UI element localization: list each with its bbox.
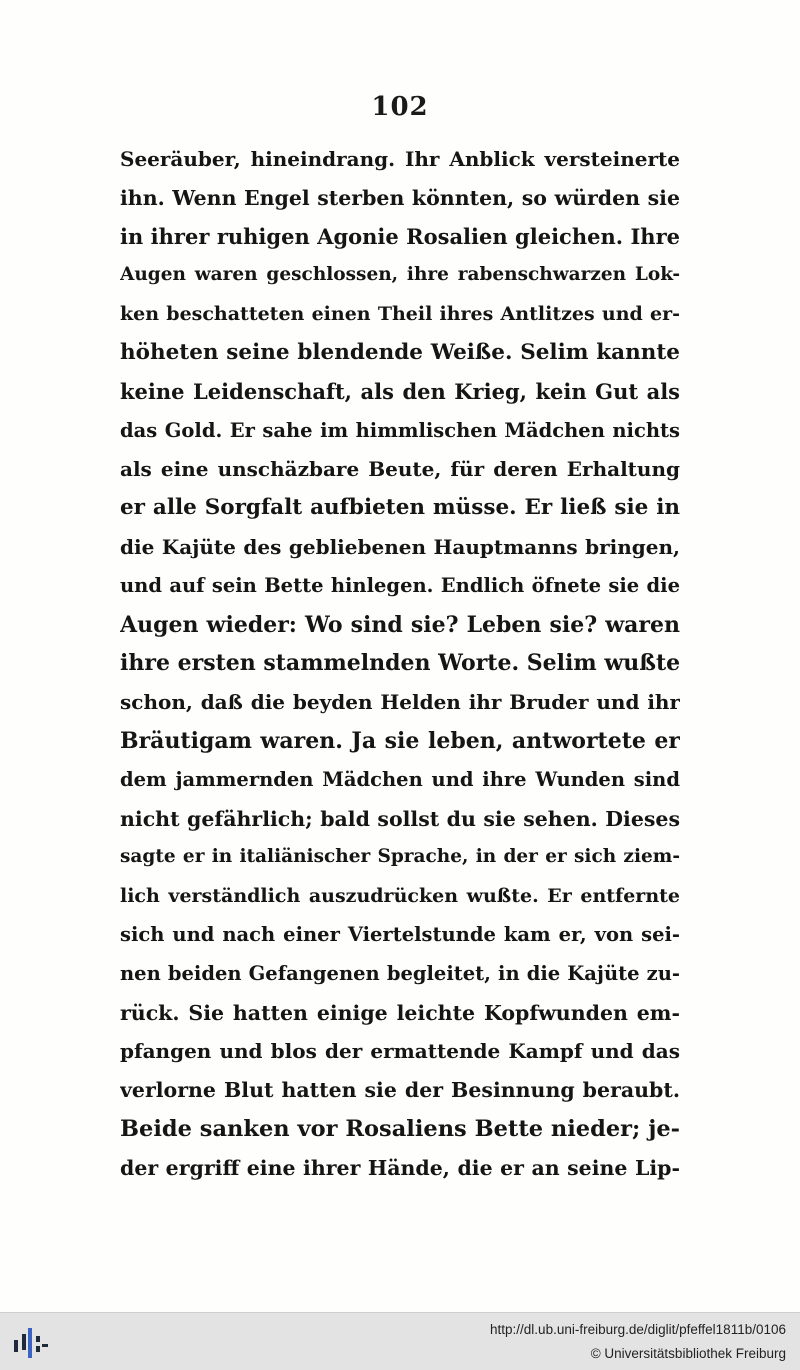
- logo-bar-left: [14, 1340, 18, 1352]
- text-line: Bräutigam waren. Ja sie leben, antwortete er: [120, 727, 680, 754]
- text-line: Augen waren geschlossen, ihre rabenschwarzen Lok-: [120, 264, 680, 286]
- text-line: ihre ersten stammelnden Worte. Selim wußte: [120, 650, 680, 677]
- text-line: nicht gefährlich; bald sollst du sie sehen. Dieses: [120, 806, 680, 831]
- text-line: das Gold. Er sahe im himmlischen Mädchen nichts: [120, 418, 680, 442]
- text-line: er alle Sorgfalt aufbieten müsse. Er ließ sie in: [120, 495, 680, 521]
- page-number: 102: [371, 92, 429, 122]
- body-text: [120, 140, 680, 1188]
- logo-bar-right: [36, 1336, 40, 1342]
- text-line: ken beschatteten einen Theil ihres Antlitzes und er-: [120, 303, 680, 326]
- text-line: dem jammernden Mädchen und ihre Wunden sind: [120, 767, 680, 791]
- text-line: Seeräuber, hineindrang. Ihr Anblick versteinerte: [120, 147, 680, 171]
- logo-dash: [42, 1344, 48, 1347]
- text-line: verlorne Blut hatten sie der Besinnung beraubt.: [120, 1078, 680, 1103]
- text-line: die Kajüte des gebliebenen Hauptmanns bringen,: [120, 534, 680, 559]
- text-line: Beide sanken vor Rosaliens Bette nieder; je-: [120, 1115, 680, 1142]
- footer-bar: [0, 1312, 800, 1370]
- text-line: ihn. Wenn Engel sterben könnten, so würden sie: [120, 185, 680, 210]
- text-line: der ergriff eine ihrer Hände, die er an seine Lip-: [120, 1155, 680, 1180]
- text-line: rück. Sie hatten einige leichte Kopfwunden em-: [120, 1000, 680, 1025]
- text-line: in ihrer ruhigen Agonie Rosalien gleichen. Ihre: [120, 223, 680, 249]
- text-line: Augen wieder: Wo sind sie? Leben sie? waren: [120, 611, 680, 638]
- text-line: lich verständlich auszudrücken wußte. Er entfernte: [120, 885, 680, 908]
- logo-bar-mid-top: [22, 1334, 26, 1350]
- text-line: sich und nach einer Viertelstunde kam er, von sei-: [120, 922, 680, 946]
- copyright-notice: © Universitätsbibliothek Freiburg: [590, 1346, 786, 1361]
- logo-bar-accent: [28, 1328, 32, 1358]
- ub-freiburg-logo-icon[interactable]: [8, 1320, 52, 1364]
- text-line: sagte er in italiänischer Sprache, in der er sich ziem-: [120, 846, 680, 868]
- text-line: schon, daß die beyden Helden ihr Bruder und ihr: [120, 690, 680, 715]
- text-line: nen beiden Gefangenen begleitet, in die Kajüte zu-: [120, 961, 680, 985]
- text-line: höheten seine blendende Weiße. Selim kannte: [120, 339, 680, 365]
- permalink-link[interactable]: http://dl.ub.uni-freiburg.de/diglit/pfeffel1811b/0106: [490, 1322, 786, 1337]
- text-line: und auf sein Bette hinlegen. Endlich öfnete sie die: [120, 573, 680, 597]
- text-line: als eine unschäzbare Beute, für deren Erhaltung: [120, 457, 680, 482]
- text-line: pfangen und blos der ermattende Kampf und das: [120, 1039, 680, 1064]
- logo-bar-right-low: [36, 1346, 40, 1352]
- text-line: keine Leidenschaft, als den Krieg, kein Gut als: [120, 378, 680, 404]
